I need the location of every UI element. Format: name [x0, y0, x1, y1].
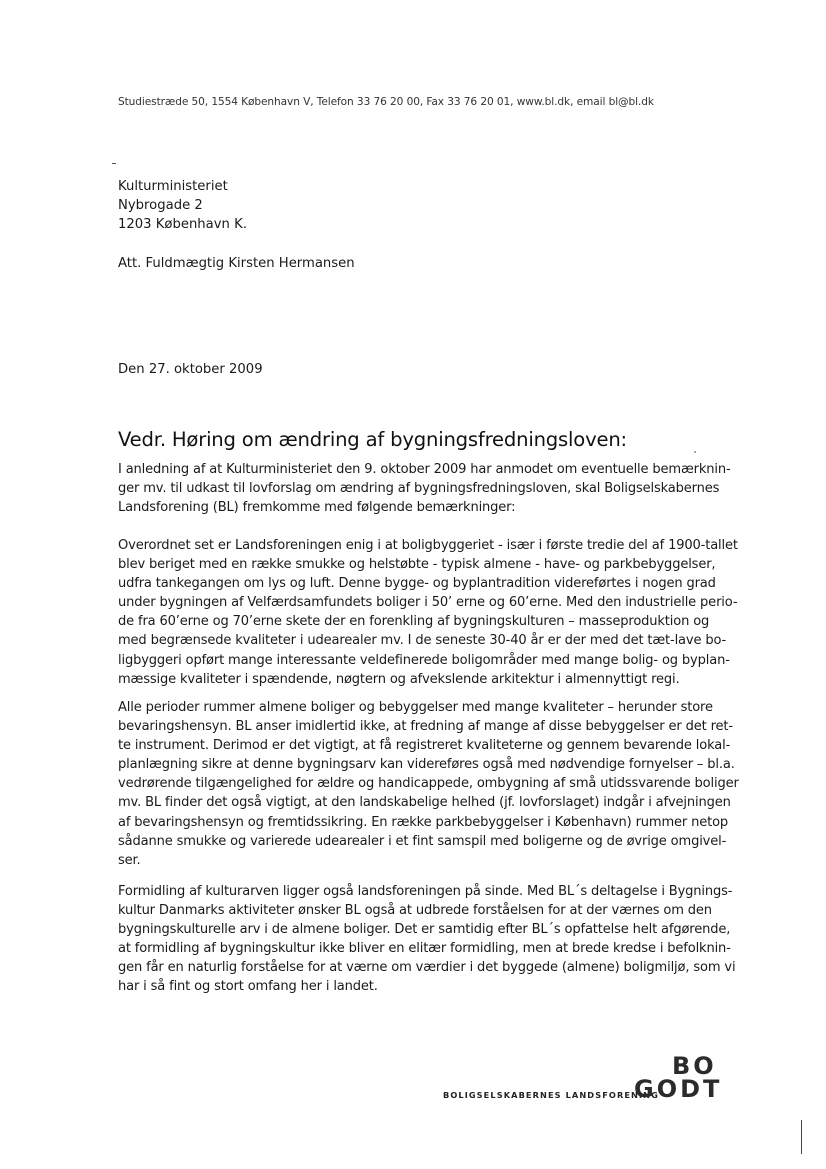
text-line: af bevaringshensyn og fremtidssikring. En række parkbebyggelser i København) rummer netop — [118, 814, 729, 830]
text-line: planlægning sikre at denne bygningsarv kan videreføres også med nødvendige fornyelser – bl.a. — [118, 757, 735, 773]
text-line: Alle perioder rummer almene boliger og bebyggelser med mange kvaliteter – herunder store — [118, 700, 713, 715]
text-line: gen får en naturlig forståelse for at værne om værdier i det byggede (almene) boligmiljø, som vi — [118, 960, 736, 976]
text-line: Formidling af kulturarven ligger også landsforeningen på sinde. Med BL´s deltagelse i Bygnings- — [118, 884, 733, 899]
text-line: bevaringshensyn. BL anser imidlertid ikke, at fredning af mange af disse bebyggelser er det ret- — [118, 719, 733, 735]
text-line: mæssige kvaliteter i spændende, nøgtern og afvekslende arkitektur i almennyttigt regi. — [118, 671, 680, 687]
text-line: med begrænsede kvaliteter i udearealer mv. I de seneste 30-40 år er der med det tæt-lave bo- — [118, 633, 727, 649]
logo-bo: BO — [672, 1052, 717, 1080]
text-line: sådanne smukke og varierede udearealer i et fint samspil med boligerne og de øvrige omgivel- — [118, 833, 727, 849]
text-line: kultur Danmarks aktiviteter ønsker BL også at udbrede forståelsen for at der værnes om den — [118, 903, 712, 919]
text-line: at formidling af bygningskultur ikke bliver en elitær formidling, men at brede kredse i befolknin- — [118, 941, 731, 957]
paragraph-preservation — [118, 698, 739, 870]
recipient-name: Kulturministeriet — [118, 179, 228, 194]
text-line: de fra 60’erne og 70’erne skete der en forenkling af bygningskulturen – masseproduktion og — [118, 614, 710, 630]
text-line: mv. BL finder det også vigtigt, at den landskabelige helhed (jf. lovforslaget) indgår i afvejningen — [118, 795, 731, 811]
paragraph-intro — [118, 460, 731, 517]
recipient-street: Nybrogade 2 — [118, 198, 203, 213]
text-line: har i så fint og stort omfang her i landet. — [118, 979, 378, 995]
text-line: ger mv. til udkast til lovforslag om ændring af bygningsfredningsloven, skal Boligselskabernes — [118, 481, 720, 497]
text-line: under bygningen af Velfærdsamfundets boliger i 50’ erne og 60’erne. Med den industrielle perio- — [118, 595, 738, 611]
fold-mark — [112, 163, 116, 164]
scan-edge-line — [801, 1120, 802, 1154]
footer-organization: BOLIGSELSKABERNES LANDSFORENING — [443, 1090, 659, 1100]
logo-godt: GODT — [634, 1075, 723, 1103]
letter-subject: Vedr. Høring om ændring af bygningsfredningsloven: — [118, 428, 627, 451]
text-line: Overordnet set er Landsforeningen enig i at boligbyggeriet - især i første tredie del af 1900-tallet — [118, 538, 738, 553]
text-line: I anledning af at Kulturministeriet den 9. oktober 2009 har anmodet om eventuelle bemærknin- — [118, 462, 731, 477]
text-line: bygningskulturelle arv i de almene boliger. Det er samtidig efter BL´s opfattelse helt afgørende, — [118, 922, 731, 938]
letter-date: Den 27. oktober 2009 — [118, 362, 263, 377]
text-line: te instrument. Derimod er det vigtigt, at få registreret kvaliteterne og gennem bevarende lokal- — [118, 738, 731, 754]
text-line: vedrørende tilgængelighed for ældre og handicappede, ombygning af små utidssvarende boliger — [118, 776, 739, 792]
letterhead-contact: Studiestræde 50, 1554 København V, Telefon 33 76 20 00, Fax 33 76 20 01, www.bl.dk, email bl@bl.dk — [118, 96, 654, 108]
text-line: blev beriget med en række smukke og helstøbte - typisk almene - have- og parkbebyggelser, — [118, 557, 716, 573]
recipient-city: 1203 København K. — [118, 217, 247, 232]
text-line: udfra tankegangen om lys og luft. Denne bygge- og byplantradition videreførtes i nogen grad — [118, 576, 716, 592]
text-line: ligbyggeri opført mange interessante veldefinerede boligområder med mange bolig- og byplan- — [118, 652, 730, 668]
attention-line: Att. Fuldmægtig Kirsten Hermansen — [118, 256, 355, 271]
paragraph-history — [118, 536, 738, 689]
text-line: Landsforening (BL) fremkomme med følgende bemærkninger: — [118, 500, 516, 516]
scan-speck — [694, 451, 696, 453]
text-line: ser. — [118, 852, 141, 868]
paragraph-dissemination — [118, 882, 736, 997]
